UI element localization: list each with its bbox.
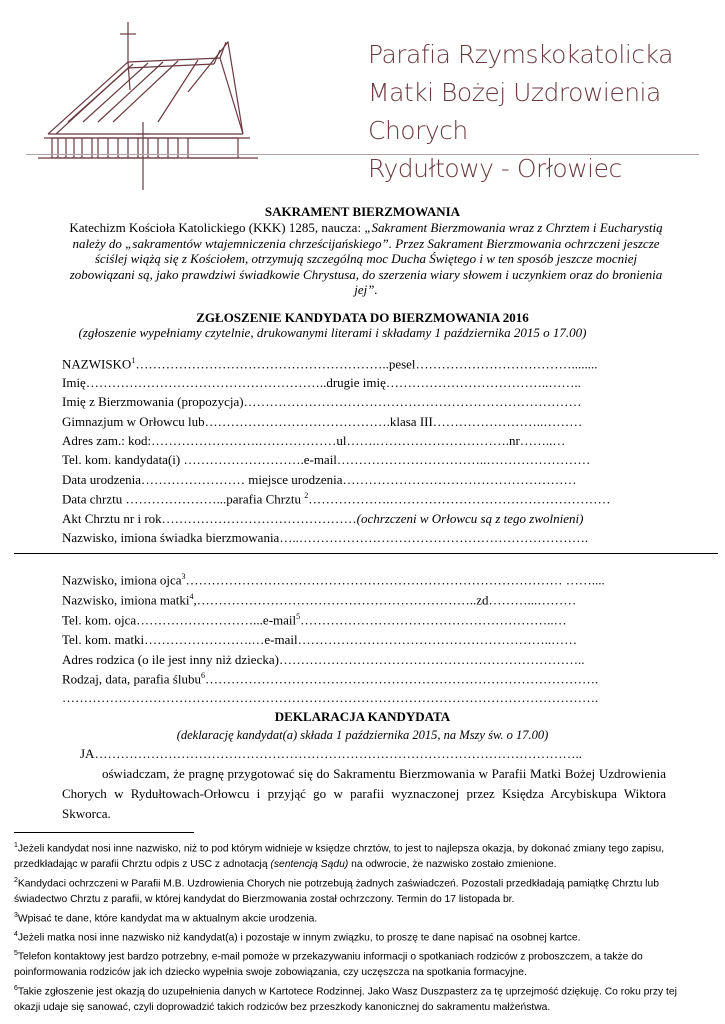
- quote-text: „Sakrament Bierzmowania wraz z Chrztem i Eucharystią należy do „sakramentów wtajemniczenia chrześcijańskiego”. Przez Sakrament Bierzmowania ochrzczeni jeszcze ściślej wiążą się z Kościołem, otrzymują szczególną moc Ducha Świętego i w ten sposób jeszcze mocniej zobowiązani są, jako prawdziwi świadkowie Chrystusa, do szerzenia wiary słowem i uczynkiem oraz do bronienia jej”.: [69, 220, 663, 298]
- footnote-6: [14, 981, 694, 1016]
- quote-intro: Katechizm Kościoła Katolickiego (KKK) 1285, naucza:: [69, 220, 365, 235]
- field-dots: …………………………………………………………………………… ……....: [185, 572, 605, 588]
- footnote-number: 4: [14, 930, 18, 938]
- section-divider: [14, 553, 718, 554]
- field-gimnazjum[interactable]: Gimnazjum w Orłowcu lub…………………………………….klasa III……………………..………: [62, 414, 583, 429]
- field-dots: ,………………………………………………………..zd………...………: [193, 592, 577, 608]
- field-imie-bierzmowania[interactable]: Imię z Bierzmowania (propozycja)……………………………………………………………………: [62, 394, 582, 409]
- application-subtitle: (zgłoszenie wypełniamy czytelnie, drukowanymi literami i składamy 1 października 2015 o 17.00): [78, 325, 587, 340]
- letterhead: [0, 0, 725, 183]
- field-akt-chrztu[interactable]: [62, 511, 583, 527]
- footnote-ref: 5: [296, 612, 301, 621]
- footnote-3: [14, 908, 694, 927]
- field-ja[interactable]: JA…………………………………………………………………………………………………..: [80, 746, 582, 761]
- field-label: Nazwisko, imiona ojca: [62, 572, 182, 588]
- footnote-ref: 2: [304, 491, 309, 500]
- footnote-number: 6: [14, 984, 18, 992]
- field-label: Akt Chrztu nr i rok………………………………………: [62, 511, 357, 526]
- field-dots: ……………….……………………………………………: [308, 491, 611, 507]
- header-divider: [26, 154, 699, 155]
- field-label: Data chrztu …………………...parafia Chrztu: [62, 491, 305, 507]
- footnote-italic: (sentencją Sądu): [270, 859, 349, 871]
- field-dots: …………………………………………………..pesel………………………………........: [135, 356, 598, 372]
- field-ojciec[interactable]: [62, 572, 605, 588]
- field-nazwisko[interactable]: [62, 356, 598, 372]
- field-dots: …………………………………………………..…: [300, 612, 567, 628]
- footnote-text: Takie zgłoszenie jest okazją do uzupełnienia danych w Kartotece Rodzinnej. Jako Wasz Duszpasterz za tę uprzejmość dziękuję. Co roku przy tej okazji udaje się sanować, czyli doprowadzić takich rodziców bez przeszkody kanonicznej do sakramentu małżeństwa.: [14, 986, 677, 1013]
- footnote-1: [14, 838, 694, 873]
- field-tel-matki[interactable]: Tel. kom. matki…………………….…e-mail…………………………………………………..……: [62, 632, 578, 647]
- field-label: Tel. kom. ojca………………………...e-mail: [62, 612, 297, 628]
- field-extra-line[interactable]: …………………………………………………………………………………………………………….: [62, 690, 599, 705]
- footnote-text: Jeżeli matka nosi inne nazwisko niż kandydat(a) i pozostaje w innym związku, to proszę te dane napisać na osobnej kartce.: [17, 932, 581, 944]
- footnote-ref: 4: [189, 592, 194, 601]
- field-label: Nazwisko, imiona matki: [62, 592, 190, 608]
- field-data-chrztu[interactable]: [62, 491, 610, 507]
- field-note: (ochrzczeni w Orłowcu są z tego zwolnieni): [356, 511, 584, 526]
- footnote-number: 3: [14, 911, 18, 919]
- parish-line-2: Matki Bożej Uzdrowienia Chorych: [368, 78, 661, 145]
- field-dots: ……………………………………………………………………………….: [204, 671, 599, 687]
- parish-line-1: Parafia Rzymskokatolicka: [368, 40, 673, 69]
- catechism-quote: [66, 220, 666, 298]
- footnote-text-after: na odwrocie, że nazwisko zostało zmienione.: [348, 859, 557, 871]
- declaration-title: DEKLARACJA KANDYDATA: [274, 709, 451, 724]
- parish-name: [368, 36, 725, 188]
- footnote-text: Kandydaci ochrzczeni w Parafii M.B. Uzdrowienia Chorych nie potrzebują żadnych zaświadczeń. Pozostali przedkładają pamiątkę Chrztu lub świadectwo Chrztu z parafii, w której kandydat do Bierzmowania został ochrzczony. Termin do 17 listopada br.: [14, 878, 659, 905]
- field-swiadek[interactable]: Nazwisko, imiona świadka bierzmowania…..………………………………………………………….: [62, 530, 589, 545]
- footnote-2: [14, 873, 694, 908]
- footnote-text: Telefon kontaktowy jest bardzo potrzebny, e-mail pomoże w przekazywaniu informacji o spotkaniach rodziców z proboszczem, a także do poinformowania rodziców jak ich dziecko wypełnia swoje zobowiązania, czy uczęszcza na spotkania formacyjne.: [14, 951, 643, 979]
- application-title: ZGŁOSZENIE KANDYDATA DO BIERZMOWANIA 2016: [196, 310, 529, 325]
- footnote-number: 5: [14, 949, 18, 957]
- field-matka[interactable]: [62, 592, 576, 608]
- field-imie[interactable]: Imię………………………………………………..drugie imię………………………………..……..: [62, 375, 581, 390]
- field-label: Rodzaj, data, parafia ślubu: [62, 671, 201, 687]
- footnotes: [14, 838, 694, 1016]
- footnote-divider: [14, 832, 194, 833]
- footnote-text: Jeżeli kandydat nosi inne nazwisko, niż to pod którym widnieje w księdze chrztów, to jest to najlepsza okazja, by dokonać zmiany tego zapisu, przedkładając w parafii Chrztu odpis z USC z adnotacją: [14, 843, 665, 871]
- field-rodzaj-slubu[interactable]: [62, 671, 598, 687]
- declaration-subtitle: (deklarację kandydat(a) składa 1 października 2015, na Mszy św. o 17.00): [176, 728, 549, 742]
- field-data-urodzenia[interactable]: Data urodzenia…………………… miejsce urodzenia………………………………………………: [62, 472, 577, 487]
- footnote-ref: 3: [181, 572, 186, 581]
- footnote-ref: 1: [131, 356, 136, 365]
- footnote-4: [14, 927, 694, 946]
- footnote-5: [14, 946, 694, 981]
- field-adres[interactable]: Adres zam.: kod:…………………….………………ul…….………………………….nr……..…: [62, 433, 566, 448]
- field-adres-rodzica[interactable]: Adres rodzica (o ile jest inny niż dziecka)……………………………………………………………..: [62, 652, 585, 667]
- footnote-text: Wpisać te dane, które kandydat ma w aktualnym akcie urodzenia.: [17, 913, 318, 925]
- footnote-number: 2: [14, 876, 18, 884]
- footnote-ref: 6: [200, 671, 205, 680]
- field-tel-ojca[interactable]: [62, 612, 567, 628]
- footnote-number: 1: [14, 842, 18, 849]
- field-tel-kandydata[interactable]: Tel. kom. kandydata(i) ……………………….e-mail……………………………..……………………: [62, 452, 591, 467]
- church-logo-icon: [38, 22, 293, 190]
- sacrament-title: SAKRAMENT BIERZMOWANIA: [264, 204, 461, 219]
- parish-line-3: Rydułtowy - Orłowiec: [368, 154, 622, 183]
- field-label: NAZWISKO: [62, 356, 132, 372]
- declaration-text: oświadczam, że pragnę przygotować się do Sakramentu Bierzmowania w Parafii Matki Bożej Uzdrowienia Chorych w Rydułtowach-Orłowcu i przyjąć go w parafii wyznaczonej przez Księdza Arcybiskupa Wiktora Skworca.: [62, 766, 666, 821]
